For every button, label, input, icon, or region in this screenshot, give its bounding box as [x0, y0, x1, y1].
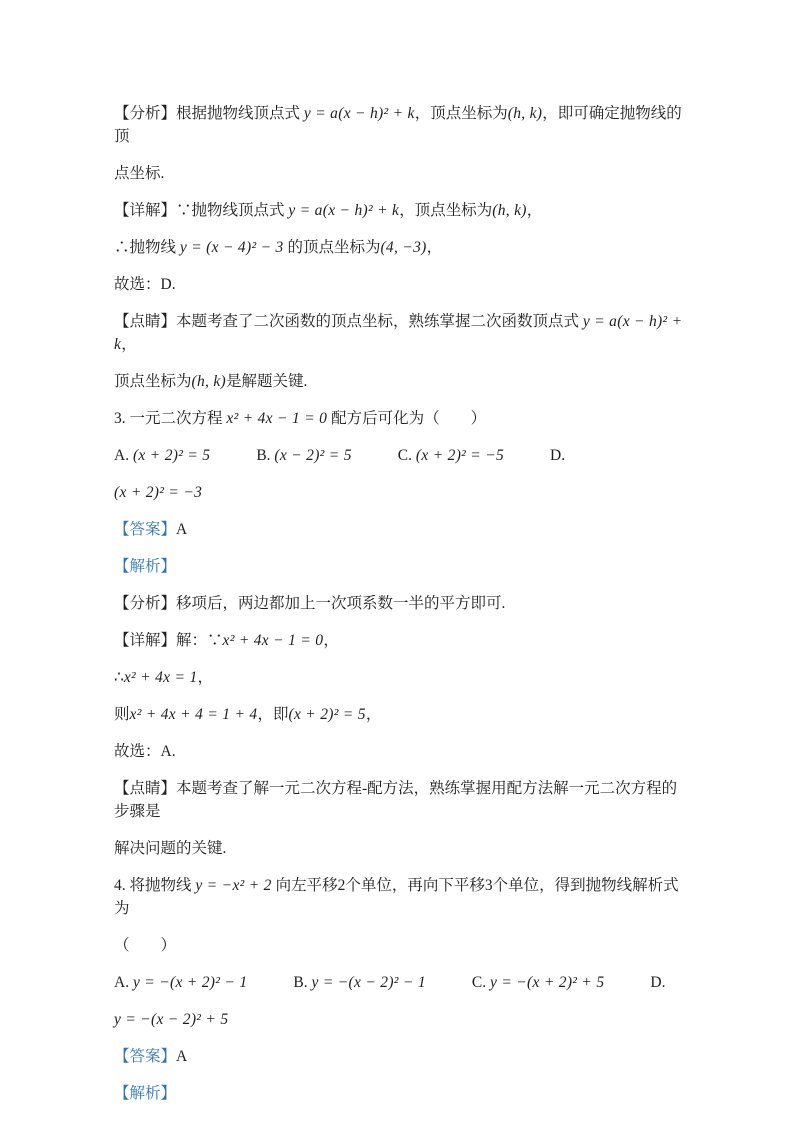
math-expression: (h, k) [492, 202, 527, 219]
text-run: A [176, 521, 188, 538]
text-run: B. [256, 447, 275, 464]
q3-analysis-label-line [114, 555, 683, 578]
q3-answer-line [114, 518, 683, 541]
q3-detail-line-3 [114, 703, 683, 726]
math-expression: (x − 2)² = 5 [274, 447, 352, 464]
text-run: ，即 [257, 706, 289, 723]
text-run: A. [114, 974, 133, 991]
q3-stem-line [114, 407, 683, 430]
q4-answer-line [114, 1045, 683, 1068]
option-spacer [426, 986, 472, 987]
math-expression: y = −x² + 2 [195, 877, 272, 894]
text-run: 配方后可化为（ ） [327, 410, 487, 427]
text-run: B. [293, 974, 312, 991]
text-run: ， [197, 669, 214, 686]
q2-detail-line-1 [114, 199, 683, 222]
q3-choice-line [114, 740, 683, 763]
text-run: ， [365, 706, 382, 723]
q2-remark-line-2 [114, 370, 683, 393]
q4-analysis-label-line [114, 1082, 683, 1105]
q2-analysis-line-1 [114, 102, 683, 148]
text-run: 【详解】解：∵ [114, 632, 223, 649]
math-expression: x² + 4x − 1 = 0 [222, 632, 324, 649]
math-expression: y = −(x + 2)² − 1 [132, 974, 248, 991]
text-run: 【点睛】本题考查了二次函数的顶点坐标，熟练掌握二次函数顶点式 [114, 313, 583, 330]
math-expression: (h, k) [507, 105, 543, 122]
text-run: 3. 一元二次方程 [114, 410, 227, 427]
math-expression: (x + 2)² = 5 [288, 706, 366, 723]
section-label: 【解析】 [114, 1085, 177, 1102]
section-label: 【解析】 [114, 558, 177, 575]
text-run: 【分析】根据抛物线顶点式 [114, 105, 304, 122]
text-run: D. [650, 974, 666, 991]
option-spacer [604, 986, 650, 987]
q2-detail-line-2 [114, 236, 683, 259]
q3-detail-line-2 [114, 666, 683, 689]
q3-options-line-2 [114, 481, 683, 504]
math-expression: (x + 2)² = 5 [132, 447, 211, 464]
q2-choice-line [114, 273, 683, 296]
q2-analysis-line-2 [114, 162, 683, 185]
q3-remark-line-1 [114, 777, 683, 823]
math-expression: y = a(x − h)² + k [114, 313, 683, 353]
math-expression: (h, k) [191, 373, 227, 390]
text-run: A [176, 1048, 188, 1065]
q3-options-line-1 [114, 444, 683, 467]
text-run: 顶点坐标为 [114, 373, 192, 390]
math-expression: (4, −3) [380, 239, 427, 256]
document-body [114, 102, 683, 1105]
text-run: 的顶点坐标为 [283, 239, 381, 256]
text-run: C. [471, 974, 490, 991]
text-run: ， [121, 336, 137, 353]
section-label: 【答案】 [114, 1048, 177, 1065]
text-run: 故选：A. [114, 743, 176, 760]
text-run: 【详解】∵抛物线顶点式 [114, 202, 289, 219]
text-run: ， [526, 202, 543, 219]
option-spacer [504, 459, 550, 460]
text-run: ，顶点坐标为 [399, 202, 493, 219]
option-spacer [352, 459, 398, 460]
option-spacer [210, 459, 256, 460]
math-expression: x² + 4x = 1 [123, 669, 198, 686]
math-expression: x² + 4x + 4 = 1 + 4 [129, 706, 258, 723]
text-run: 【分析】移项后，两边都加上一次项系数一半的平方即可. [114, 595, 506, 612]
text-run: 4. 将抛物线 [114, 877, 196, 894]
text-run: （ ） [114, 937, 177, 954]
math-expression: (x + 2)² = −5 [415, 447, 505, 464]
q2-remark-line-1 [114, 310, 683, 356]
text-run: 【点睛】本题考查了解一元二次方程-配方法，熟练掌握用配方法解一元二次方程的步骤是 [114, 780, 678, 820]
text-run: ， [323, 632, 339, 649]
text-run: C. [397, 447, 416, 464]
q3-detail-line-1 [114, 629, 683, 652]
q3-analysis-line [114, 592, 683, 615]
text-run: A. [114, 447, 133, 464]
math-expression: y = (x − 4)² − 3 [179, 239, 284, 256]
section-label: 【答案】 [114, 521, 177, 538]
text-run: 则 [114, 706, 130, 723]
math-expression: y = −(x − 2)² − 1 [311, 974, 426, 991]
math-expression: y = a(x − h)² + k [303, 105, 415, 122]
q4-stem-line-1 [114, 874, 683, 920]
math-expression: x² + 4x − 1 = 0 [226, 410, 328, 427]
q4-options-line-1 [114, 971, 683, 994]
text-run: 是解题关键. [226, 373, 308, 390]
math-expression: y = a(x − h)² + k [288, 202, 400, 219]
text-run: ，即可确定抛物线的顶 [114, 105, 682, 145]
q4-stem-line-2 [114, 934, 683, 957]
math-expression: y = −(x − 2)² + 5 [114, 1011, 229, 1028]
math-expression: y = −(x + 2)² + 5 [489, 974, 605, 991]
text-run: D. [550, 447, 566, 464]
text-run: 点坐标. [114, 165, 165, 182]
option-spacer [247, 986, 293, 987]
math-expression: (x + 2)² = −3 [114, 484, 203, 501]
text-run: ∴ [114, 669, 124, 686]
q3-remark-line-2 [114, 837, 683, 860]
text-run: ，顶点坐标为 [414, 105, 508, 122]
text-run: ， [426, 239, 443, 256]
text-run: 解决问题的关键. [114, 840, 227, 857]
text-run: ∴抛物线 [114, 239, 180, 256]
text-run: 向左平移2个单位，再向下平移3个单位，得到抛物线解析式为 [114, 877, 679, 917]
q4-options-line-2 [114, 1008, 683, 1031]
text-run: 故选：D. [114, 276, 176, 293]
